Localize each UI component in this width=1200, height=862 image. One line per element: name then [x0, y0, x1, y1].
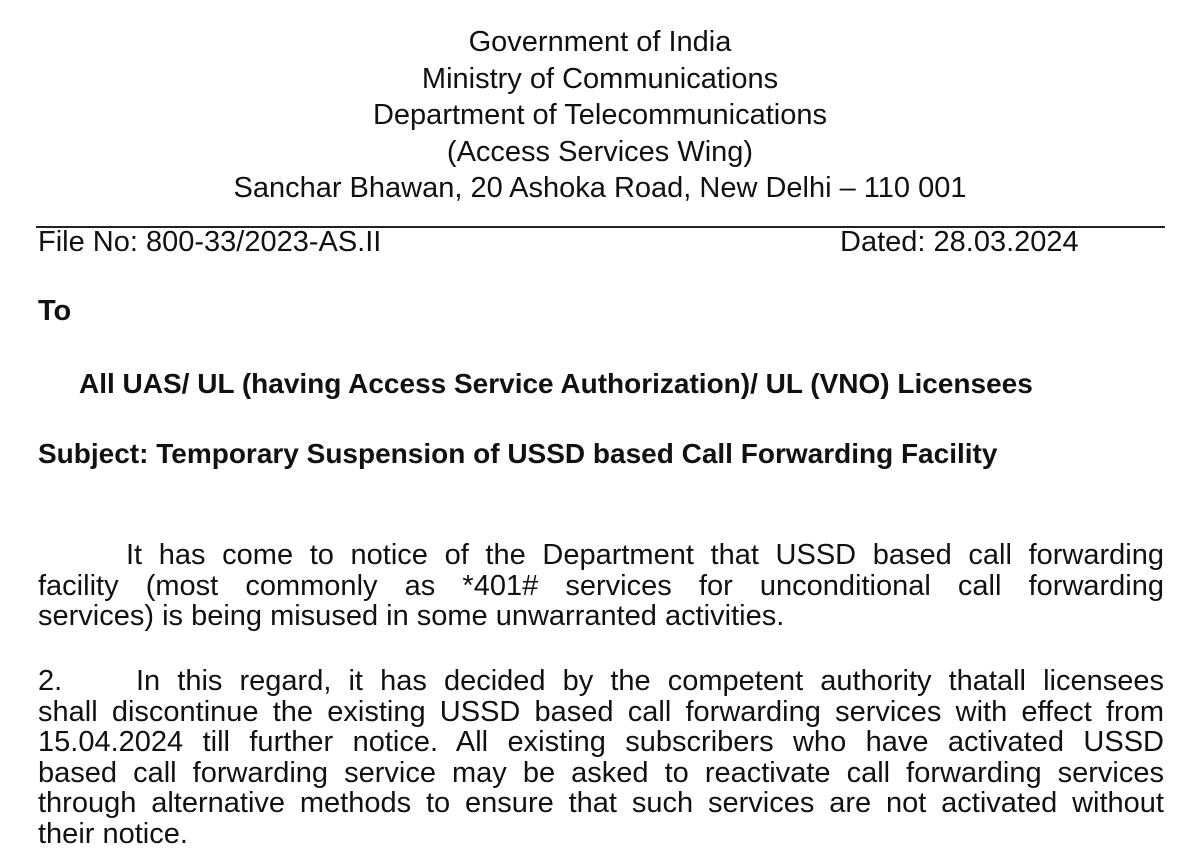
paragraph-line: facility (most commonly as *401# services for unconditional call forwarding	[38, 569, 1164, 602]
letterhead-department: Department of Telecommunications	[372, 99, 828, 131]
paragraph-line: their notice.	[38, 817, 188, 850]
paragraph-line	[38, 666, 1164, 697]
paragraph-line: 15.04.2024 till further notice. All existing subscribers who have activated USSD	[38, 726, 1164, 758]
paragraph-line: services) is being misused in some unwarranted activities.	[38, 600, 785, 632]
letterhead-wing: (Access Services Wing)	[446, 135, 754, 168]
letterhead-government: Government of India	[468, 26, 732, 58]
paragraph-line: through alternative methods to ensure that such services are not activated without	[38, 787, 1164, 819]
file-number: File No: 800-33/2023-AS.II	[38, 226, 382, 258]
subject-line: Subject: Temporary Suspension of USSD based Call Forwarding Facility	[38, 438, 998, 469]
letterhead-address: Sanchar Bhawan, 20 Ashoka Road, New Delhi – 110 001	[233, 172, 967, 204]
paragraph-1	[38, 540, 1164, 632]
letterhead-ministry: Ministry of Communications	[421, 62, 779, 95]
paragraph-line-text: In this regard, it has decided by the competent authority thatall licensees	[136, 665, 1164, 697]
paragraph-line: shall discontinue the existing USSD based call forwarding services with effect from	[38, 695, 1164, 728]
paragraph-2	[38, 666, 1164, 849]
to-label: To	[38, 295, 72, 327]
paragraph-number: 2.	[38, 665, 63, 697]
addressee: All UAS/ UL (having Access Service Authorization)/ UL (VNO) Licensees	[79, 368, 1033, 399]
paragraph-line: It has come to notice of the Department that USSD based call forwarding	[126, 539, 1164, 571]
document-date: Dated: 28.03.2024	[840, 226, 1079, 258]
letterhead	[0, 24, 1200, 207]
paragraph-line: based call forwarding service may be asked to reactivate call forwarding services	[38, 756, 1164, 789]
